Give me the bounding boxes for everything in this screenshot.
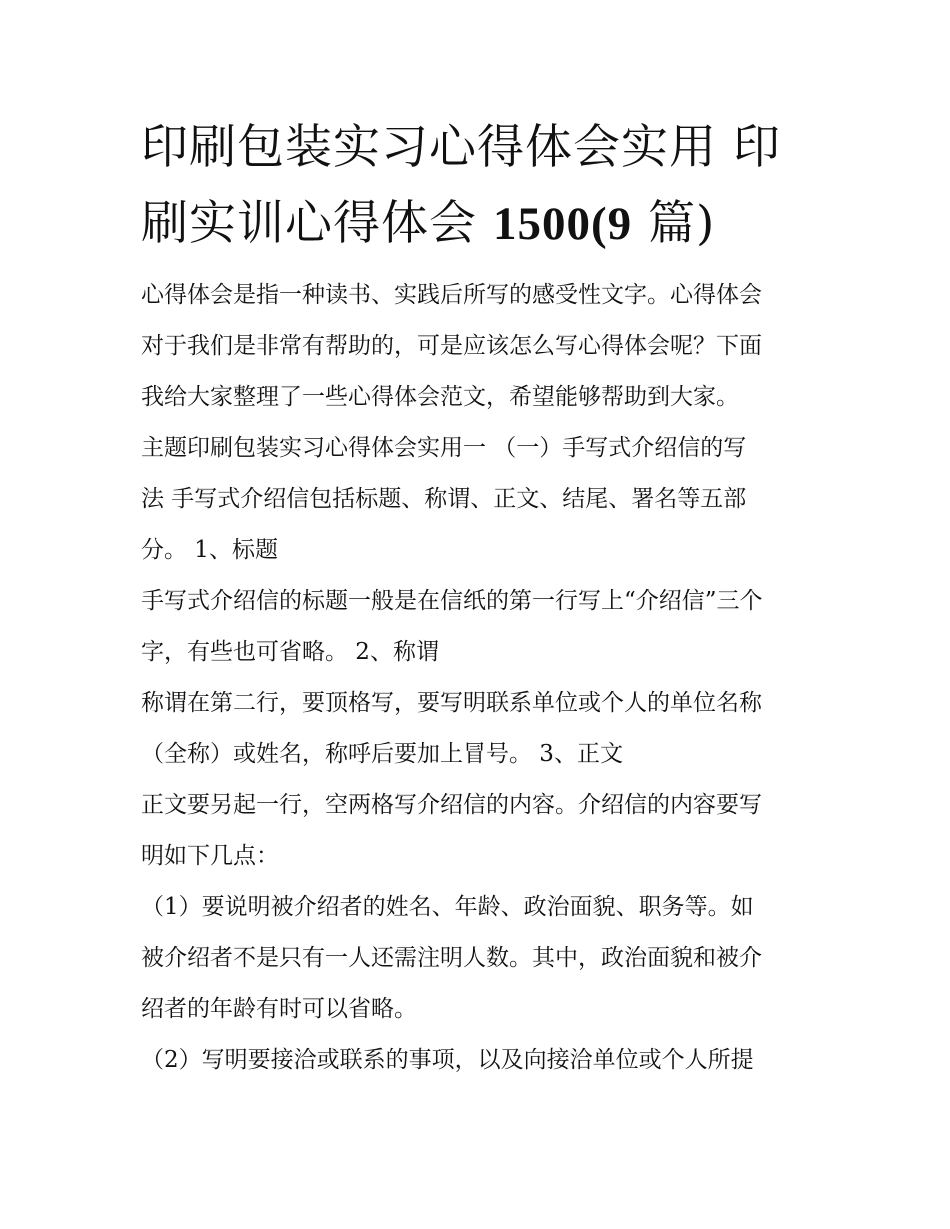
title-text-2: 刷实训心得体会 [141, 196, 477, 251]
text-line: 明如下几点： [141, 843, 279, 869]
text-line: 绍者的年龄有时可以省略。 [141, 996, 417, 1022]
text-line: 法 手写式介绍信包括标题、称谓、正文、结尾、署名等五部 [141, 486, 747, 512]
text-line: （1）要说明被介绍者的姓名、年龄、政治面貌、职务等。如 [141, 894, 754, 920]
text-line: 主题印刷包装实习心得体会实用一 （一）手写式介绍信的写 [141, 435, 747, 461]
text-line: （2）写明要接洽或联系的事项，以及向接洽单位或个人所提 [141, 1047, 754, 1073]
text-line: 被介绍者不是只有一人还需注明人数。其中，政治面貌和被介 [141, 945, 762, 971]
text-line: 对于我们是非常有帮助的，可是应该怎么写心得体会呢？下面 [141, 333, 762, 359]
title-line-2 [141, 186, 813, 262]
title-suffix: 篇) [648, 196, 716, 251]
text-line: 正文要另起一行，空两格写介绍信的内容。介绍信的内容要写 [141, 792, 762, 818]
title-number: 1500(9 [492, 198, 633, 250]
text-line: 称谓在第二行，要顶格写，要写明联系单位或个人的单位名称 [141, 690, 762, 716]
text-line: 字，有些也可省略。 2、称谓 [141, 639, 439, 665]
document-title [141, 110, 813, 262]
text-line: 手写式介绍信的标题一般是在信纸的第一行写上“介绍信”三个 [141, 588, 763, 614]
document-content [141, 110, 813, 1086]
title-line-1: 印刷包装实习心得体会实用 印 [141, 120, 781, 175]
document-body [141, 270, 813, 1086]
text-line: 分。 1、标题 [141, 537, 278, 563]
text-line: 我给大家整理了一些心得体会范文，希望能够帮助到大家。 [141, 384, 739, 410]
text-line: （全称）或姓名，称呼后要加上冒号。 3、正文 [141, 741, 623, 767]
text-line: 心得体会是指一种读书、实践后所写的感受性文字。心得体会 [141, 282, 762, 308]
